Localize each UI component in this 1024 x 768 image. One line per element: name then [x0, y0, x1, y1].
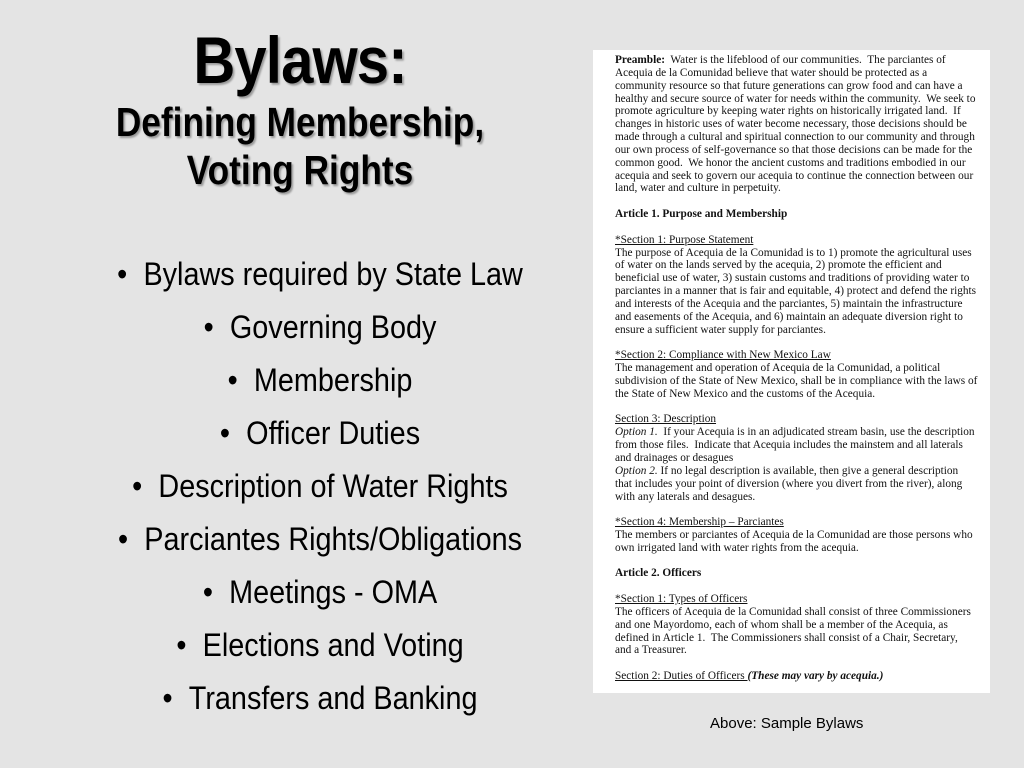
doc-section-heading: [615, 567, 990, 580]
bullet-item: [50, 619, 590, 672]
doc-line-text: The purpose of Acequia de la Comunidad is to 1) promote the agricultural uses: [615, 246, 972, 259]
doc-line-text: made through a cultural and spiritual connection to our community and through: [615, 131, 975, 144]
doc-line: [615, 298, 990, 311]
doc-line: [615, 54, 990, 67]
doc-line: [615, 182, 990, 195]
doc-line-text: of water on the lands served by the acequia, 2) promote the efficient and: [615, 259, 942, 272]
doc-section-heading: [615, 349, 990, 362]
doc-line: [615, 426, 990, 439]
doc-line: [615, 285, 990, 298]
doc-line: [615, 606, 990, 619]
doc-line: [615, 362, 990, 375]
doc-line: [615, 542, 990, 555]
doc-heading-text: *Section 1: Purpose Statement: [615, 233, 754, 246]
bullet-dot-icon: •: [117, 521, 129, 557]
doc-line-text: promote agriculture by keeping water rights on historically irrigated land. If: [615, 105, 961, 118]
doc-section: [615, 567, 990, 580]
doc-line-text: If no legal description is available, then give a general description: [657, 464, 959, 477]
doc-section: [615, 208, 990, 221]
doc-section: [615, 349, 990, 400]
slide-title-block: [40, 22, 560, 194]
doc-line-text: and interests of the Acequia and the parciantes, 5) maintain the infrastructure: [615, 297, 963, 310]
doc-line-text: changes in historic uses of water become necessary, those decisions should be: [615, 118, 967, 131]
doc-section-heading: [615, 413, 990, 426]
doc-section-heading: [615, 516, 990, 529]
sample-bylaws-document-image: [593, 50, 990, 693]
doc-line-text: and drainages or desagues: [615, 451, 734, 464]
doc-line-text: and a Treasurer.: [615, 644, 687, 657]
doc-line-text: land, water and culture in perpetuity.: [615, 182, 781, 195]
doc-line-text: acequia and seek to govern our acequia to continue the connection between our: [615, 169, 974, 182]
doc-line: [615, 67, 990, 80]
doc-line-text: our own process of self-governance so that those decisions can be made for the: [615, 143, 973, 156]
bullet-item: [50, 460, 590, 513]
bullet-text: Governing Body: [229, 309, 437, 345]
bullet-item: [50, 513, 590, 566]
doc-line: [615, 452, 990, 465]
doc-line-text: from those files. Indicate that Acequia includes the mainstem and all laterals: [615, 439, 963, 452]
doc-line: [615, 388, 990, 401]
bullet-dot-icon: •: [117, 256, 128, 292]
slide-subtitle-line: Defining Membership,: [115, 99, 485, 145]
doc-line-text: own irrigated land with water rights from the acequia.: [615, 541, 859, 554]
doc-line-text: beneficial use of water, 3) sustain customs and traditions of providing water to: [615, 272, 970, 285]
doc-line: [615, 157, 990, 170]
doc-line: [615, 259, 990, 272]
doc-line-text: and one Mayordomo, each of whom shall be a member of the Acequia, as: [615, 618, 948, 631]
doc-heading-text: *Section 4: Membership – Parciantes: [615, 516, 784, 529]
bullet-text: Description of Water Rights: [158, 468, 508, 504]
doc-line: [615, 170, 990, 183]
doc-heading-text: *Section 1: Types of Officers: [615, 593, 748, 606]
slide-title: Bylaws:: [193, 23, 407, 97]
doc-line-text: and easements of the Acequia, and 6) maintain an adequate diversion right to: [615, 310, 963, 323]
doc-line: [615, 375, 990, 388]
bullet-text: Officer Duties: [246, 415, 421, 451]
bullet-list: [20, 248, 620, 725]
doc-line: [615, 80, 990, 93]
bullet-item: [50, 407, 590, 460]
bullet-dot-icon: •: [219, 415, 230, 451]
bullet-text: Elections and Voting: [202, 627, 464, 663]
doc-heading-text: Article 1. Purpose and Membership: [615, 208, 788, 221]
doc-line: [615, 247, 990, 260]
doc-line-text: common good. We honor the ancient customs and traditions embodied in our: [615, 156, 966, 169]
doc-line: [615, 632, 990, 645]
doc-line: [615, 478, 990, 491]
doc-line-text: The members or parciantes of Acequia de la Comunidad are those persons who: [615, 528, 973, 541]
bullet-dot-icon: •: [132, 468, 143, 504]
doc-section: [615, 516, 990, 555]
doc-line: [615, 118, 990, 131]
doc-heading-text: Article 2. Officers: [615, 567, 702, 580]
doc-line: [615, 491, 990, 504]
doc-line-text: If your Acequia is in an adjudicated stream basin, use the description: [657, 426, 975, 439]
doc-section: [615, 234, 990, 337]
doc-section: [615, 670, 990, 683]
doc-line-text: The management and operation of Acequia de la Comunidad, a political: [615, 362, 941, 375]
doc-line: [615, 644, 990, 657]
doc-line: [615, 311, 990, 324]
doc-line: [615, 439, 990, 452]
doc-line: [615, 93, 990, 106]
doc-heading-text: Section 3: Description: [615, 413, 717, 426]
doc-line-text: with any laterals and desagues.: [615, 490, 756, 503]
doc-line-text: Acequia de la Comunidad believe that water should be protected as a: [615, 66, 928, 79]
image-caption: Above: Sample Bylaws: [710, 715, 864, 732]
bullet-item: [50, 301, 590, 354]
doc-line-label: Preamble:: [615, 54, 665, 66]
bullet-text: Parciantes Rights/Obligations: [144, 521, 523, 557]
doc-line-text: Water is the lifeblood of our communities. The parciantes of: [664, 54, 946, 66]
bullet-text: Membership: [253, 362, 413, 398]
doc-line: [615, 105, 990, 118]
doc-line: [615, 144, 990, 157]
doc-line: [615, 272, 990, 285]
doc-heading-text: Section 2: Duties of Officers: [615, 670, 748, 683]
doc-section: [615, 593, 990, 657]
bullet-item: [50, 566, 590, 619]
doc-line-text: defined in Article 1. The Commissioners shall consist of a Chair, Secretary,: [615, 631, 958, 644]
doc-section-heading: [615, 234, 990, 247]
doc-line-option: Option 2.: [615, 464, 658, 477]
doc-line-text: the State of New Mexico and the customs of the Acequia.: [615, 387, 876, 400]
bullet-item: [50, 672, 590, 725]
doc-section: [615, 54, 990, 195]
doc-line: [615, 619, 990, 632]
bullet-text: Transfers and Banking: [188, 680, 478, 716]
bullet-dot-icon: •: [176, 627, 187, 663]
bullet-dot-icon: •: [203, 309, 214, 345]
bullet-text: Bylaws required by State Law: [143, 256, 523, 292]
doc-line: [615, 465, 990, 478]
bullet-dot-icon: •: [227, 362, 238, 398]
doc-line-text: that includes your point of diversion (where you divert from the river), along: [615, 477, 963, 490]
doc-line-text: ensure a sufficient water supply for parciantes.: [615, 323, 826, 336]
doc-section: [615, 413, 990, 503]
doc-heading-text: *Section 2: Compliance with New Mexico Law: [615, 349, 831, 362]
doc-line-option: Option 1.: [615, 426, 658, 439]
bullet-dot-icon: •: [202, 574, 213, 610]
bullet-item: [50, 354, 590, 407]
doc-heading-note: (These may vary by acequia.): [747, 670, 884, 683]
slide-subtitle-line: Voting Rights: [186, 147, 414, 193]
bullet-text: Meetings - OMA: [229, 574, 438, 610]
doc-section-heading: [615, 593, 990, 606]
doc-line: [615, 529, 990, 542]
doc-section-heading: [615, 208, 990, 221]
doc-line-text: community resource so that future generations can grow food and can have a: [615, 79, 963, 92]
doc-line-text: The officers of Acequia de la Comunidad shall consist of three Commissioners: [615, 605, 971, 618]
doc-section-heading: [615, 670, 990, 683]
doc-line-text: subdivision of the State of New Mexico, shall be in compliance with the laws of: [615, 374, 978, 387]
doc-line-text: parciantes in a manner that is fair and equitable, 4) protect and defend the rights: [615, 285, 977, 298]
bullet-dot-icon: •: [162, 680, 173, 716]
doc-line: [615, 131, 990, 144]
bullet-item: [50, 248, 590, 301]
doc-line: [615, 324, 990, 337]
doc-line-text: healthy and secure source of water for needs within the community. We seek to: [615, 92, 976, 105]
